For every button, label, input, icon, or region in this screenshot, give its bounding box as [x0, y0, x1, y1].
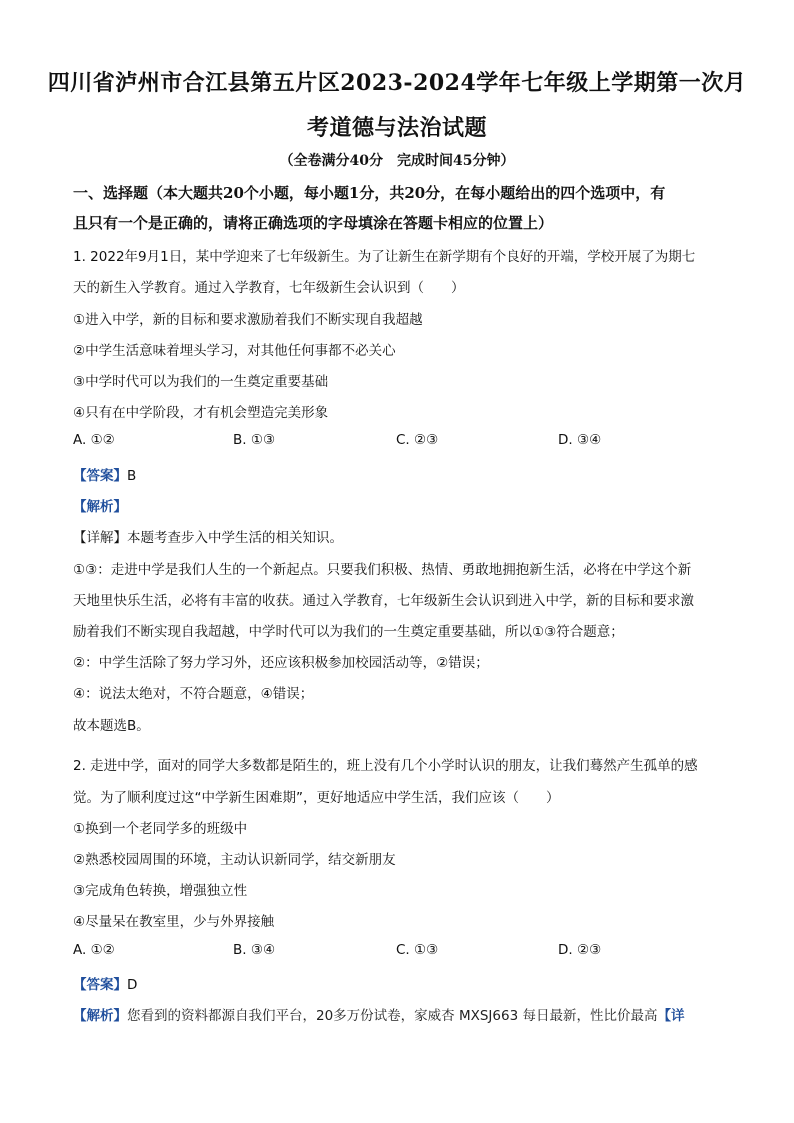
q2-statement-2: ②熟悉校园周围的环境，主动认识新同学，结交新朋友	[73, 852, 396, 868]
section-heading-line1: 一、选择题（本大题共20个小题，每小题1分，共20分，在每小题给出的四个选项中，有	[73, 184, 666, 202]
page-title-line2: 考道德与法治试题	[306, 115, 487, 141]
q1-statement-1: ①进入中学，新的目标和要求激励着我们不断实现自我超越	[73, 312, 423, 328]
answer-tag: 【答案】	[73, 977, 127, 993]
q1-option-d: D. ③④	[558, 432, 602, 448]
q2-answer	[73, 973, 723, 993]
q1-option-c: C. ②③	[396, 432, 439, 448]
q2-option-b: B. ③④	[233, 942, 276, 958]
q1-statement-3: ③中学时代可以为我们的一生奠定重要基础	[73, 374, 329, 390]
q2-stem-line1: 2. 走进中学，面对的同学大多数都是陌生的，班上没有几个小学时认识的朋友，让我们蓦然产生孤单的感	[73, 758, 698, 774]
detail-text: 本题考查步入中学生活的相关知识。	[127, 530, 343, 546]
q1-statement-2: ②中学生活意味着埋头学习，对其他任何事都不必关心	[73, 343, 396, 359]
page-title-line1: 四川省泸州市合江县第五片区2023-2024学年七年级上学期第一次月	[47, 70, 747, 96]
answer-value: D	[127, 977, 138, 993]
q1-stem-line1: 1. 2022年9月1日，某中学迎来了七年级新生。为了让新生在新学期有个良好的开端，学校开展了为期七	[73, 249, 696, 265]
q1-explanation-3: 励着我们不断实现自我超越，中学时代可以为我们的一生奠定重要基础，所以①③符合题意；	[73, 624, 624, 640]
section-heading-line2: 且只有一个是正确的，请将正确选项的字母填涂在答题卡相应的位置上）	[73, 214, 554, 232]
q2-statement-4: ④尽量呆在教室里，少与外界接触	[73, 914, 275, 930]
q2-analysis	[73, 1004, 723, 1024]
analysis-tag: 【解析】	[73, 1008, 127, 1024]
q1-statement-4: ④只有在中学阶段，才有机会塑造完美形象	[73, 405, 329, 421]
q1-explanation-1: ①③：走进中学是我们人生的一个新起点。只要我们积极、热情、勇敢地拥抱新生活，必将在中学这个新	[73, 562, 692, 578]
q1-conclusion: 故本题选B。	[73, 718, 150, 734]
q2-statement-3: ③完成角色转换，增强独立性	[73, 883, 248, 899]
q2-statement-1: ①换到一个老同学多的班级中	[73, 821, 248, 837]
q1-analysis-heading	[73, 495, 723, 515]
q2-option-c: C. ①③	[396, 942, 439, 958]
detail-tag-partial: 【详	[657, 1008, 685, 1024]
q2-option-d: D. ②③	[558, 942, 602, 958]
q1-explanation-2: 天地里快乐生活，必将有丰富的收获。通过入学教育，七年级新生会认识到进入中学，新的目标和要求激	[73, 593, 694, 609]
q1-explanation-4: ②：中学生活除了努力学习外，还应该积极参加校园活动等，②错误；	[73, 655, 489, 671]
exam-info: （全卷满分40分 完成时间45分钟）	[279, 153, 515, 169]
answer-tag: 【答案】	[73, 468, 127, 484]
detail-tag: 【详解】	[73, 530, 127, 546]
q1-detail	[73, 526, 723, 546]
q1-stem-line2: 天的新生入学教育。通过入学教育，七年级新生会认识到（ ）	[73, 280, 465, 296]
q1-explanation-5: ④：说法太绝对，不符合题意，④错误；	[73, 686, 314, 702]
q1-option-b: B. ①③	[233, 432, 276, 448]
analysis-text: 您看到的资料都源自我们平台，20多万份试卷，家威杏 MXSJ663 每日最新，性比价最高	[127, 1008, 658, 1024]
q1-answer	[73, 464, 723, 484]
q1-option-a: A. ①②	[73, 432, 115, 448]
q2-stem-line2: 觉。为了顺利度过这“中学新生困难期”，更好地适应中学生活，我们应该（ ）	[73, 790, 560, 806]
analysis-tag: 【解析】	[73, 499, 127, 515]
q2-option-a: A. ①②	[73, 942, 115, 958]
answer-value: B	[127, 468, 137, 484]
